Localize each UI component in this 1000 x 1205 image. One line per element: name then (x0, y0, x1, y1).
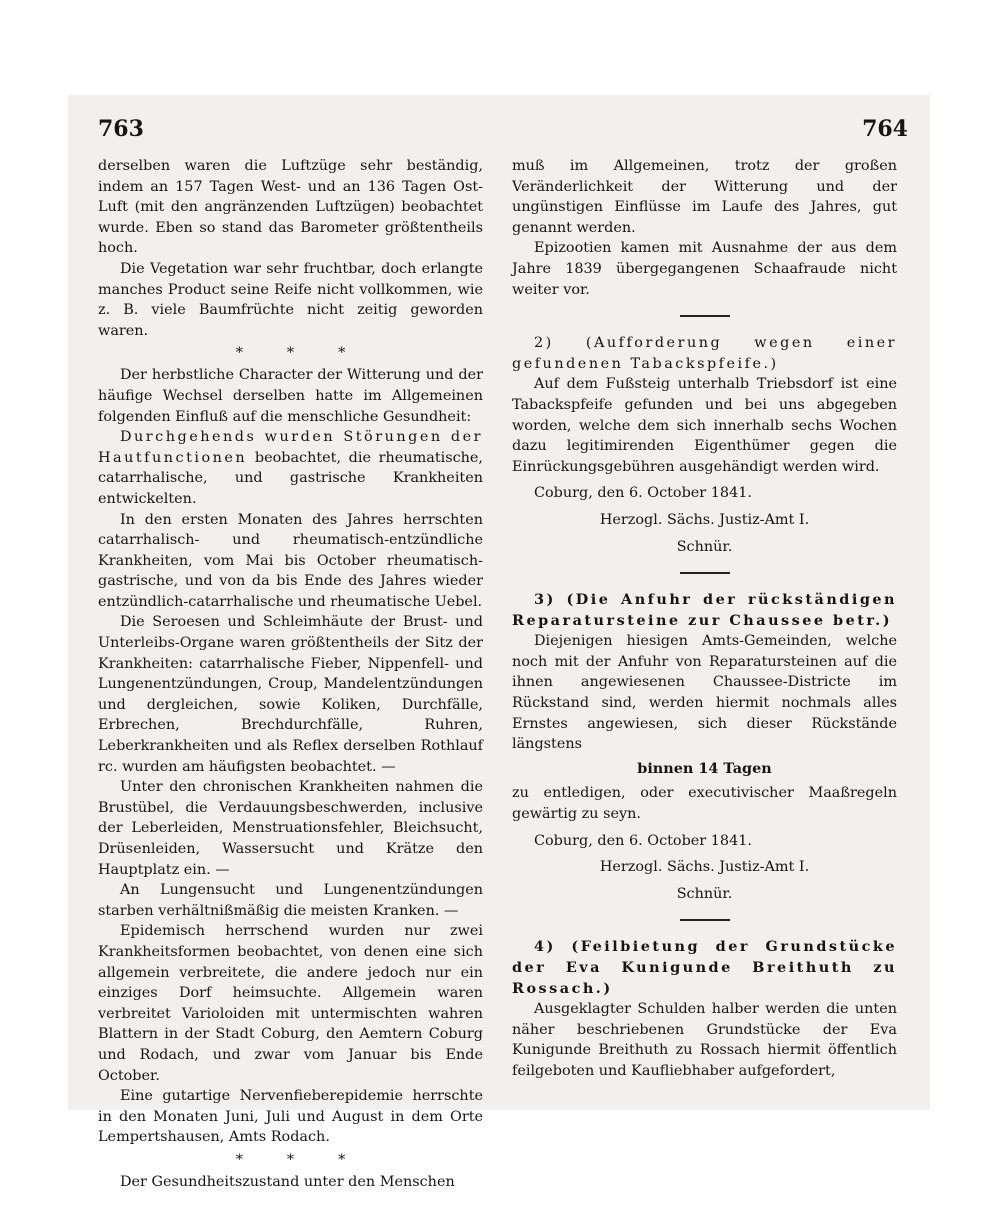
section-divider-stars: *** (235, 345, 390, 362)
right-column (512, 156, 897, 1082)
notice-2-body: Auf dem Fußsteig unterhalb Triebsdorf ist eine Tabackspfeife gefunden und bei uns abgegeben worden, welche dem sich innerhalb sechs Wochen dazu legitimirenden Eigenthümer gegen die Einrückungsgebühren ausgehändigt werden wird. (512, 376, 897, 475)
section-divider-rule-2 (680, 572, 730, 574)
paragraph-health-status: Der Gesundheitszustand unter den Menschen (120, 1173, 455, 1190)
notice-3-date: Coburg, den 6. October 1841. (534, 832, 752, 849)
right-page-number: 764 (862, 116, 908, 142)
paragraph-epizootics: Epizootien kamen mit Ausnahme der aus dem Jahre 1839 übergegangenen Schaafraude nicht weiter vor. (512, 240, 897, 298)
paragraph-vegetation: Die Vegetation war sehr fruchtbar, doch erlangte manches Product seine Reife nicht vollkommen, wie z. B. viele Baumfrüchte nicht zeitig geworden waren. (98, 260, 483, 339)
notice-3-heading: 3) (Die Anfuhr der rückständigen Reparatursteine zur Chaussee betr.) (512, 591, 897, 629)
paragraph-skin-functions-rest: beobachtet, die rheumatische, catarrhalische, und gastrische Krankheiten entwickelten. (98, 449, 484, 507)
spaced-emphasis: Durchgehends wurden Störungen der Hautfunctionen (98, 429, 483, 466)
notice-3-body-continued: zu entledigen, oder executivischer Maaßregeln gewärtig zu seyn. (512, 785, 897, 823)
paragraph-mucous-membranes: Die Seroesen und Schleimhäute der Brust- und Unterleibs-Organe waren größtentheils der Sitz der Krankheiten: catarrhalische Fieber, Nippenfell- und Lungenentzündungen, Croup, Mandelentzündungen und dergleichen, sowie Koliken, Durchfälle, Erbrechen, Brechdurchfälle, Ruhren, Leberkrankheiten und als Reflex derselben Rothlauf rc. wurden am häufigsten beobachtet. — (98, 614, 483, 775)
notice-4-heading: 4) (Feilbietung der Grundstücke der Eva Kunigunde Breithuth zu Rossach.) (512, 938, 897, 997)
notice-2-heading: 2) (Aufforderung wegen einer gefundenen Tabackspfeife.) (512, 335, 897, 372)
paragraph-nerve-fever: Eine gutartige Nervenfieberepidemie herrschte in den Monaten Juni, Juli und August in dem Orte Lempertshausen, Amts Rodach. (98, 1088, 483, 1146)
notice-2-office: Herzogl. Sächs. Justiz-Amt I. (599, 511, 810, 528)
section-divider-stars-2: *** (235, 1151, 390, 1168)
left-column (98, 156, 483, 1193)
notice-2-signer: Schnür. (676, 538, 733, 555)
section-divider-rule (680, 315, 730, 317)
notice-2-date: Coburg, den 6. October 1841. (534, 485, 752, 502)
notice-3-signer: Schnür. (676, 885, 733, 902)
paragraph-health-continued: muß im Allgemeinen, trotz der großen Veränderlichkeit der Witterung und der ungünstigen Einflüsse im Laufe des Jahres, gut genannt werden. (512, 158, 897, 236)
paragraph-seasonal-illness: In den ersten Monaten des Jahres herrschten catarrhalisch- und rheumatisch-entzündliche Krankheiten, vom Mai bis October rheumatisch-gastrische, und von da bis Ende des Jahres wieder entzündlich-catarrhalische und rheumatische Uebel. (98, 511, 483, 610)
paragraph-chronic-illness: Unter den chronischen Krankheiten nahmen die Brustübel, die Verdauungsbeschwerden, inclusive der Leberleiden, Menstruationsfehler, Bleichsucht, Drüsenleiden, Wassersucht und Krätze den Hauptplatz ein. — (98, 779, 483, 878)
paragraph-autumn-character: Der herbstliche Character der Witterung und der häufige Wechsel derselben hatte im Allgemeinen folgenden Einfluß auf die menschliche Gesundheit: (98, 367, 483, 425)
notice-3-office: Herzogl. Sächs. Justiz-Amt I. (599, 859, 810, 876)
section-divider-rule-3 (680, 919, 730, 921)
paragraph-lung-disease: An Lungensucht und Lungenentzündungen starben verhältnißmäßig die meisten Kranken. — (98, 882, 483, 919)
paragraph-wind-barometer: derselben waren die Luftzüge sehr beständig, indem an 157 Tagen West- und an 136 Tagen Ost-Luft (mit den angränzenden Luftzügen) beobachtet wurde. Eben so stand das Barometer größtentheils hoch. (98, 158, 483, 257)
notice-3-deadline: binnen 14 Tagen (637, 759, 772, 777)
notice-3-body: Diejenigen hiesigen Amts-Gemeinden, welche noch mit der Anfuhr von Reparatursteinen auf die ihnen angewiesenen Chaussee-Districte im Rückstand sind, werden hiermit nochmals alles Ernstes angewiesen, sich dieser Rückstände längstens (512, 633, 897, 753)
paragraph-epidemics: Epidemisch herrschend wurden nur zwei Krankheitsformen beobachtet, von denen eine sich allgemein verbreitete, die andere jedoch nur ein einziges Dorf heimsuchte. Allgemein waren verbreitet Varioloiden mit untermischten wahren Blattern in der Stadt Coburg, den Aemtern Coburg und Rodach, und zwar vom Januar bis Ende October. (98, 923, 483, 1084)
left-page-number: 763 (98, 116, 144, 142)
paragraph-skin-functions (98, 427, 483, 509)
notice-4-body: Ausgeklagter Schulden halber werden die unten näher beschriebenen Grundstücke der Eva Kunigunde Breithuth zu Rossach hiermit öffentlich feilgeboten und Kaufliebhaber aufgefordert, (512, 1001, 897, 1079)
